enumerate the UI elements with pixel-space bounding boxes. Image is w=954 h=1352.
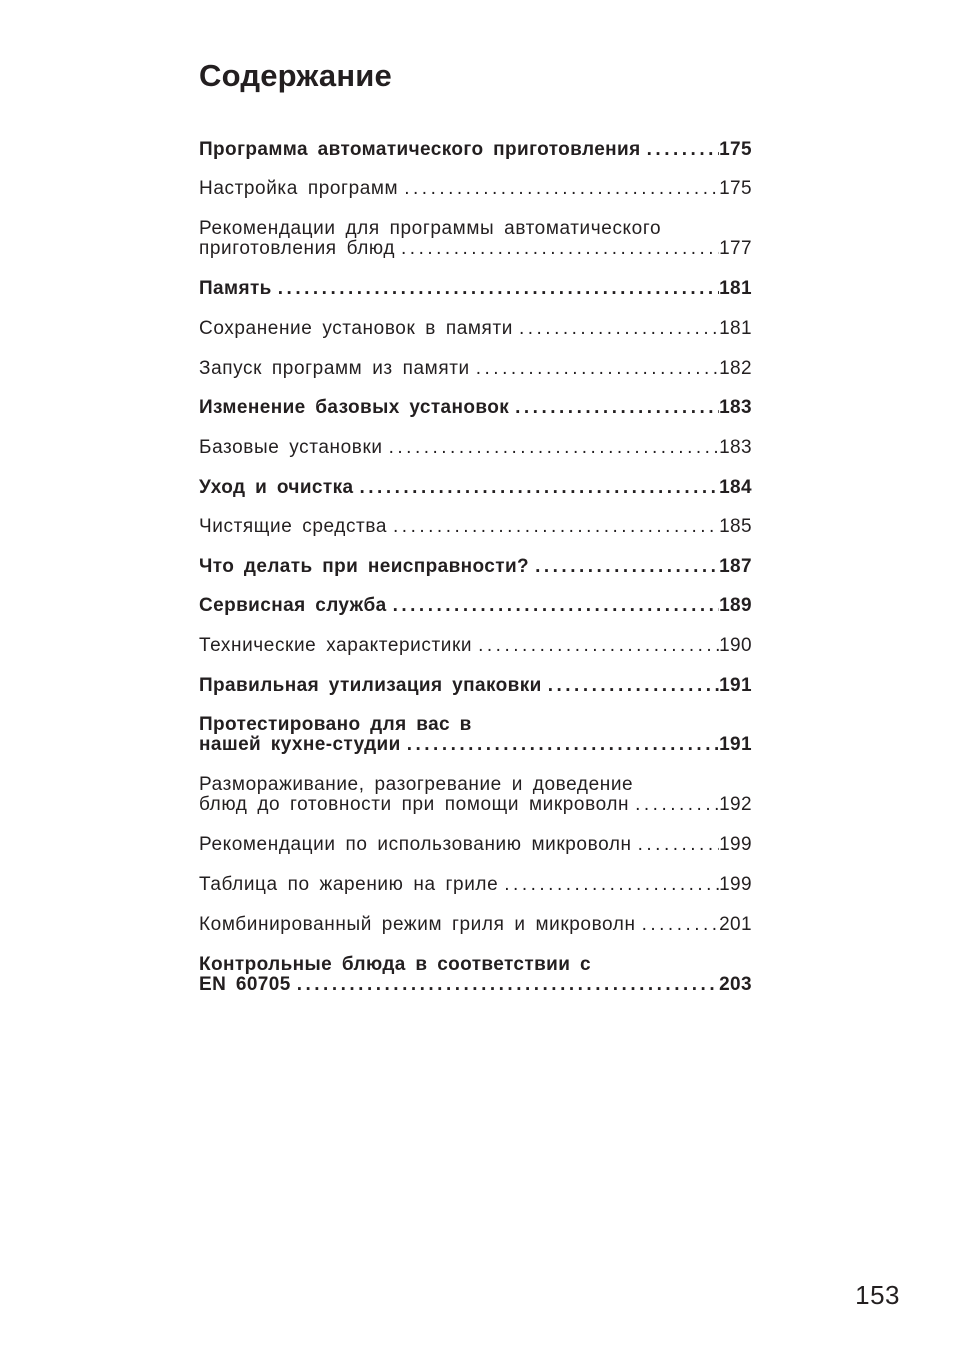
toc-entry-page: 190 bbox=[719, 635, 752, 656]
page-title: Содержание bbox=[199, 58, 392, 93]
dot-leader bbox=[354, 478, 720, 498]
toc-entry-page: 191 bbox=[719, 734, 752, 755]
toc-entry-label: Чистящие средства bbox=[199, 516, 388, 537]
dot-leader bbox=[472, 636, 719, 656]
dot-leader bbox=[272, 279, 719, 299]
toc-entry-label: Базовые установки bbox=[199, 437, 383, 458]
dot-leader bbox=[509, 398, 719, 418]
toc-entry-page: 181 bbox=[719, 318, 752, 339]
toc-entry bbox=[199, 636, 752, 656]
toc-entry-label: приготовления блюд bbox=[199, 238, 396, 259]
toc-entry bbox=[199, 478, 752, 498]
dot-leader bbox=[291, 975, 719, 995]
toc-entry-label: Программа автоматического приготовления bbox=[199, 139, 641, 160]
toc-entry-page: 201 bbox=[719, 914, 752, 935]
toc-entry-page: 181 bbox=[719, 278, 752, 299]
toc-entry bbox=[199, 398, 752, 418]
dot-leader bbox=[636, 915, 720, 935]
dot-leader bbox=[498, 875, 719, 895]
toc-entry bbox=[199, 676, 752, 696]
toc-entry-label: Сохранение установок в памяти bbox=[199, 318, 513, 339]
dot-leader bbox=[387, 517, 719, 537]
toc-entry-label: Комбинированный режим гриля и микроволн bbox=[199, 914, 636, 935]
toc-entry-page: 175 bbox=[719, 178, 752, 199]
toc-entry-label: Правильная утилизация упаковки bbox=[199, 675, 542, 696]
toc-entry bbox=[199, 915, 752, 935]
toc-entry-page: 182 bbox=[719, 358, 752, 379]
toc-entry-page: 192 bbox=[719, 794, 752, 815]
toc-entry-page: 187 bbox=[719, 556, 752, 577]
toc-entry-label: Рекомендации по использованию микроволн bbox=[199, 834, 632, 855]
toc-entry bbox=[199, 955, 752, 995]
toc-entry-label: Таблица по жарению на гриле bbox=[199, 874, 499, 895]
dot-leader bbox=[395, 239, 719, 259]
toc-entry-label: Настройка программ bbox=[199, 178, 399, 199]
toc-entry-label: Контрольные блюда в соответствии с bbox=[199, 954, 591, 975]
toc-entry-label: блюд до готовности при помощи микроволн bbox=[199, 794, 630, 815]
toc-entry bbox=[199, 775, 752, 815]
dot-leader bbox=[401, 735, 719, 755]
toc-entry bbox=[199, 279, 752, 299]
toc-entry-page: 183 bbox=[719, 437, 752, 458]
dot-leader bbox=[542, 676, 719, 696]
toc-entry bbox=[199, 140, 752, 160]
dot-leader bbox=[387, 596, 720, 616]
toc-entry bbox=[199, 596, 752, 616]
toc-entry-page: 183 bbox=[719, 397, 752, 418]
toc-entry bbox=[199, 319, 752, 339]
toc-entry-label: Технические характеристики bbox=[199, 635, 473, 656]
toc-entry-label: Рекомендации для программы автоматического bbox=[199, 218, 662, 239]
toc-entry-label: Что делать при неисправности? bbox=[199, 556, 530, 577]
toc-entry bbox=[199, 835, 752, 855]
toc-entry-label: Память bbox=[199, 278, 272, 299]
dot-leader bbox=[470, 359, 719, 379]
dot-leader bbox=[383, 438, 719, 458]
toc-entry-page: 184 bbox=[719, 477, 752, 498]
dot-leader bbox=[398, 179, 719, 199]
toc-entry-page: 191 bbox=[719, 675, 752, 696]
toc-entry bbox=[199, 359, 752, 379]
toc-entry bbox=[199, 715, 752, 755]
toc-entry bbox=[199, 517, 752, 537]
toc-entry-label: Запуск программ из памяти bbox=[199, 358, 470, 379]
dot-leader bbox=[629, 795, 719, 815]
toc-entry-label: Сервисная служба bbox=[199, 595, 387, 616]
toc-entry-page: 199 bbox=[719, 874, 752, 895]
toc-entry-page: 175 bbox=[719, 139, 752, 160]
toc-entry bbox=[199, 557, 752, 577]
dot-leader bbox=[632, 835, 719, 855]
toc-entry-page: 185 bbox=[719, 516, 752, 537]
toc-entry bbox=[199, 179, 752, 199]
toc-entry bbox=[199, 875, 752, 895]
toc-entry-page: 199 bbox=[719, 834, 752, 855]
page-number: 153 bbox=[855, 1280, 900, 1310]
toc-entry-page: 177 bbox=[719, 238, 752, 259]
toc-entry-label: Протестировано для вас в bbox=[199, 714, 472, 735]
dot-leader bbox=[513, 319, 719, 339]
toc-entry-label: EN 60705 bbox=[199, 974, 291, 995]
toc-entry-label: нашей кухне-студии bbox=[199, 734, 401, 755]
toc-entry-label: Изменение базовых установок bbox=[199, 397, 510, 418]
toc-entry bbox=[199, 438, 752, 458]
toc-entry bbox=[199, 219, 752, 259]
toc-entry-page: 189 bbox=[719, 595, 752, 616]
toc-entry-label: Размораживание, разогревание и доведение bbox=[199, 774, 634, 795]
toc-entry-page: 203 bbox=[719, 974, 752, 995]
dot-leader bbox=[641, 140, 719, 160]
toc-entry-label: Уход и очистка bbox=[199, 477, 354, 498]
dot-leader bbox=[529, 557, 719, 577]
